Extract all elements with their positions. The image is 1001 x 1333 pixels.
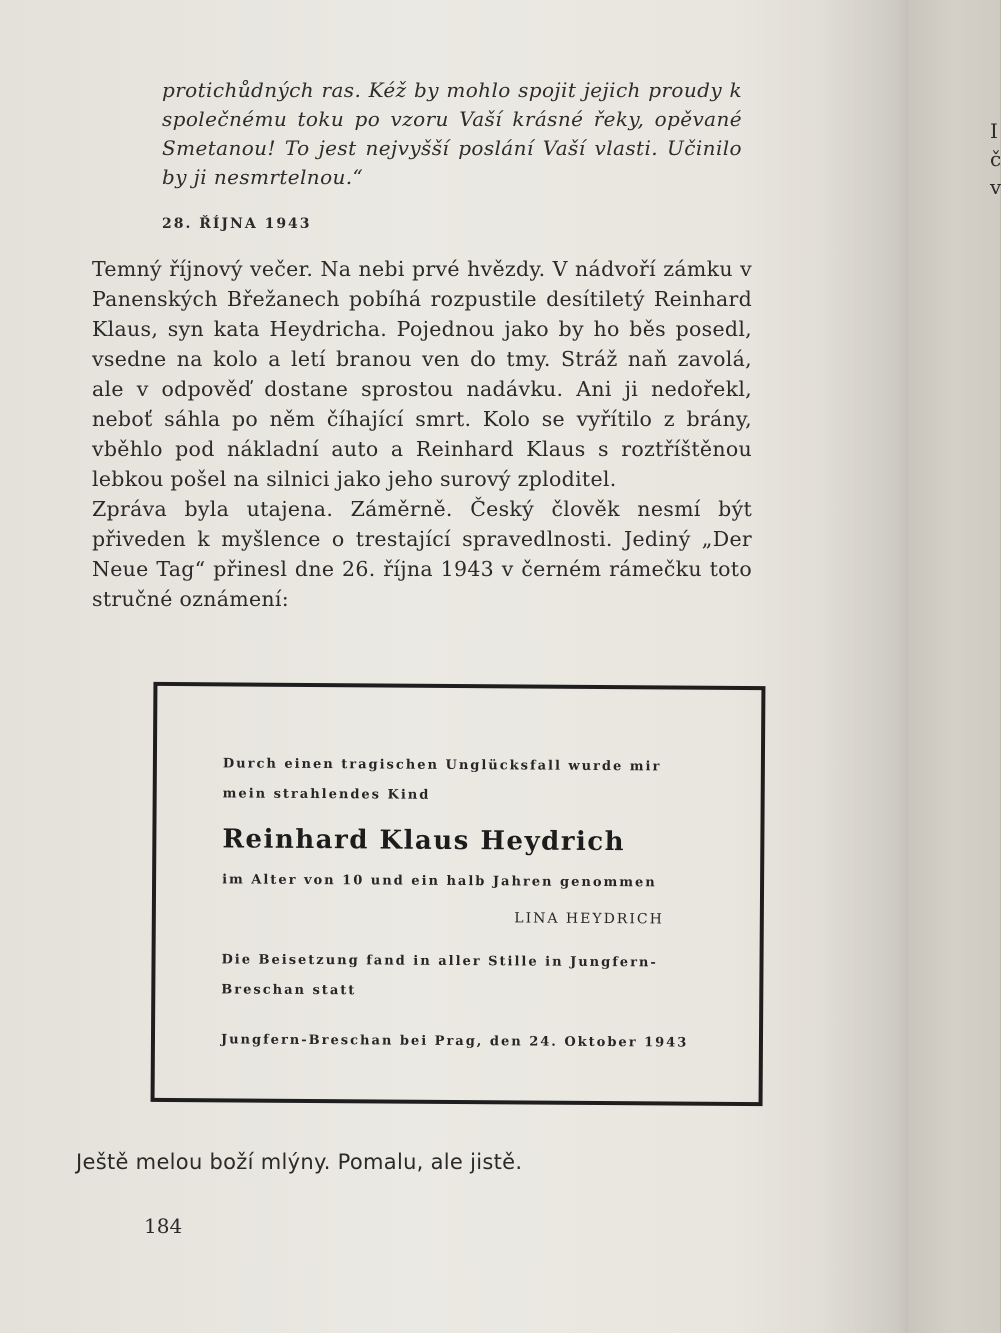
facing-page-edge	[908, 0, 1000, 1333]
paragraph: Zpráva byla utajena. Záměrně. Český člověk nesmí být přiveden k myšlence o trestající spravedlnosti. Jediný „Der Neue Tag“ přinesl dne 26. října 1943 v černém rámečku toto stručné oznámení:	[92, 497, 752, 611]
facing-page-fragment: I	[990, 119, 998, 143]
paragraph: Temný říjnový večer. Na nebi prvé hvězdy. V nádvoří zámku v Panenských Břežanech pobíhá rozpustile desítiletý Reinhard Klaus, syn kata Heydricha. Pojednou jako by ho běs posedl, vsedne na kolo a letí branou ven do tmy. Stráž naň zavolá, ale v odpověď dostane sprostou nadávku. Ani ji nedořekl, neboť sáhla po něm číhající smrt. Kolo se vyřítilo z brány, vběhlo pod nákladní auto a Reinhard Klaus s roztříštěnou lebkou pošel na silnici jako jeho surový zploditel.	[92, 257, 752, 491]
main-text	[92, 254, 752, 614]
notice-line: mein strahlendes Kind	[222, 786, 431, 803]
facing-page-fragment: č	[990, 147, 1001, 171]
facing-page-fragment: v	[990, 175, 1001, 199]
quote-paragraph: protichůdných ras. Kéž by mohlo spojit jejich proudy k společnému toku po vzoru Vaší krásné řeky, opěvané Smetanou! To jest nejvyšší poslání Vaší vlasti. Učinilo by ji nesmrtelnou.“	[162, 78, 742, 189]
section-date-heading: 28. ŘÍJNA 1943	[162, 216, 312, 232]
closing-sentence: Ještě melou boží mlýny. Pomalu, ale jistě.	[76, 1150, 523, 1174]
notice-deceased-name: Reinhard Klaus Heydrich	[222, 824, 626, 858]
notice-line: Durch einen tragischen Unglücksfall wurde mir	[222, 756, 662, 775]
notice-signer: LINA HEYDRICH	[514, 910, 664, 928]
obituary-notice-box	[151, 682, 766, 1106]
page-number: 184	[144, 1214, 183, 1238]
notice-line: Breschan statt	[221, 982, 357, 999]
notice-place-date: Jungfern-Breschan bei Prag, den 24. Oktober 1943	[220, 1032, 689, 1051]
notice-line: Die Beisetzung fand in aller Stille in Jungfern-	[221, 952, 658, 971]
notice-line: im Alter von 10 und ein halb Jahren genommen	[222, 872, 657, 891]
